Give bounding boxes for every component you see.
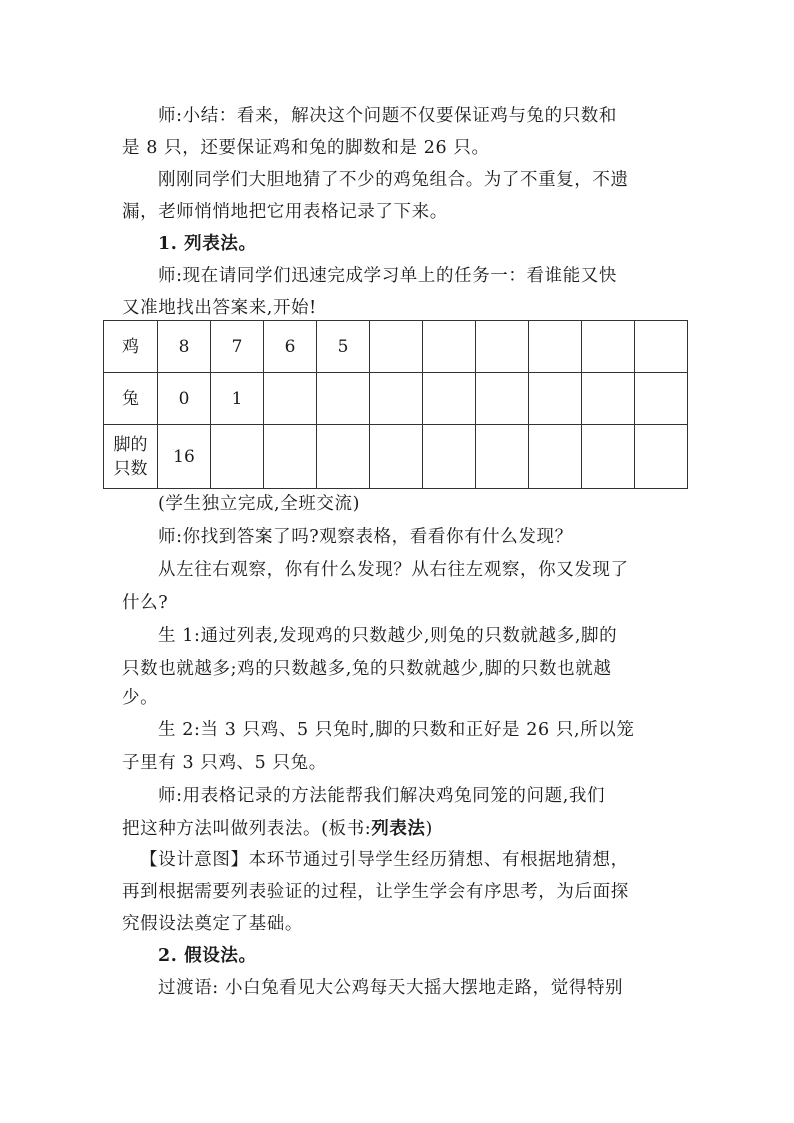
paragraph-student2-line1: 生 2:当 3 只鸡、5 只兔时,脚的只数和正好是 26 只,所以笼 (158, 720, 635, 740)
paragraph-summary-line2: 是 8 只，还要保证鸡和兔的脚数和是 26 只。 (122, 138, 490, 158)
table-cell (317, 425, 370, 489)
paragraph-student1-line2: 只数也就越多;鸡的只数越多,兔的只数就越少,脚的只数也就越 (122, 659, 612, 679)
row-label-chicken: 鸡 (104, 321, 158, 373)
table-cell (423, 425, 476, 489)
table-cell (211, 425, 264, 489)
table-cell (476, 321, 529, 373)
table-cell (635, 373, 688, 425)
table-cell (423, 373, 476, 425)
row-label-feet: 脚的 只数 (104, 425, 158, 489)
paragraph-guess-line2: 漏，老师悄悄地把它用表格记录了下来。 (122, 202, 448, 222)
paragraph-student2-line2: 子里有 3 只鸡、5 只兔。 (122, 753, 327, 773)
table-cell (264, 425, 317, 489)
closing-paren: ) (425, 819, 433, 839)
paragraph-design-intent-line2: 再到根据需要列表验证的过程，让学生学会有序思考，为后面探 (122, 882, 629, 902)
board-note-list-method: 列表法 (371, 819, 426, 839)
table-cell (582, 373, 635, 425)
table-cell (529, 373, 582, 425)
table-cell (529, 321, 582, 373)
paragraph-observe-line2: 什么? (122, 593, 169, 613)
section-heading-list-method: 1. 列表法。 (158, 234, 257, 254)
table-cell (476, 373, 529, 425)
table-cell (317, 373, 370, 425)
table-cell: 16 (158, 425, 211, 489)
table-cell (529, 425, 582, 489)
table-cell (635, 425, 688, 489)
paragraph-transition: 过渡语: 小白兔看见大公鸡每天大摇大摆地走路，觉得特别 (158, 978, 624, 998)
paragraph-summary-line1: 师:小结：看来，解决这个问题不仅要保证鸡与兔的只数和 (158, 106, 617, 126)
conclusion-text: 把这种方法叫做列表法。(板书: (122, 819, 372, 839)
paragraph-task-line2: 又准地找出答案来,开始! (122, 298, 317, 318)
row-label-rabbit: 兔 (104, 373, 158, 425)
table-cell: 0 (158, 373, 211, 425)
paragraph-teacher-conclusion-line1: 师:用表格记录的方法能帮我们解决鸡兔同笼的问题,我们 (158, 786, 606, 806)
table-row-feet (104, 425, 688, 489)
table-cell (635, 321, 688, 373)
table-cell (476, 425, 529, 489)
paragraph-task-line1: 师:现在请同学们迅速完成学习单上的任务一：看谁能又快 (158, 266, 617, 286)
paragraph-design-intent-line3: 究假设法奠定了基础。 (122, 914, 303, 934)
table-cell: 6 (264, 321, 317, 373)
table-cell (370, 373, 423, 425)
table-cell (582, 321, 635, 373)
table-cell (370, 321, 423, 373)
paragraph-observe-line1: 从左往右观察，你有什么发现？从右往左观察，你又发现了 (158, 560, 629, 580)
table-cell: 5 (317, 321, 370, 373)
table-cell (370, 425, 423, 489)
table-cell (423, 321, 476, 373)
paragraph-teacher-conclusion-line2 (122, 817, 682, 841)
table-row-rabbit (104, 373, 688, 425)
section-heading-assumption-method: 2. 假设法。 (158, 946, 257, 966)
table-cell (582, 425, 635, 489)
paragraph-guess-line1: 刚刚同学们大胆地猜了不少的鸡兔组合。为了不重复，不遗 (158, 170, 629, 190)
chicken-rabbit-table (103, 320, 688, 489)
paragraph-teacher-question: 师:你找到答案了吗?观察表格，看看你有什么发现？ (158, 527, 573, 547)
paragraph-student1-line3: 少。 (122, 688, 159, 708)
table-row-chicken (104, 321, 688, 373)
table-cell: 7 (211, 321, 264, 373)
table-cell: 1 (211, 373, 264, 425)
paragraph-design-intent-line1: 【设计意图】本环节通过引导学生经历猜想、有根据地猜想， (140, 850, 629, 870)
table-cell: 8 (158, 321, 211, 373)
paragraph-student1-line1: 生 1:通过列表,发现鸡的只数越少,则兔的只数就越多,脚的 (158, 626, 618, 646)
table-cell (264, 373, 317, 425)
paragraph-student-activity: (学生独立完成,全班交流) (158, 494, 361, 514)
